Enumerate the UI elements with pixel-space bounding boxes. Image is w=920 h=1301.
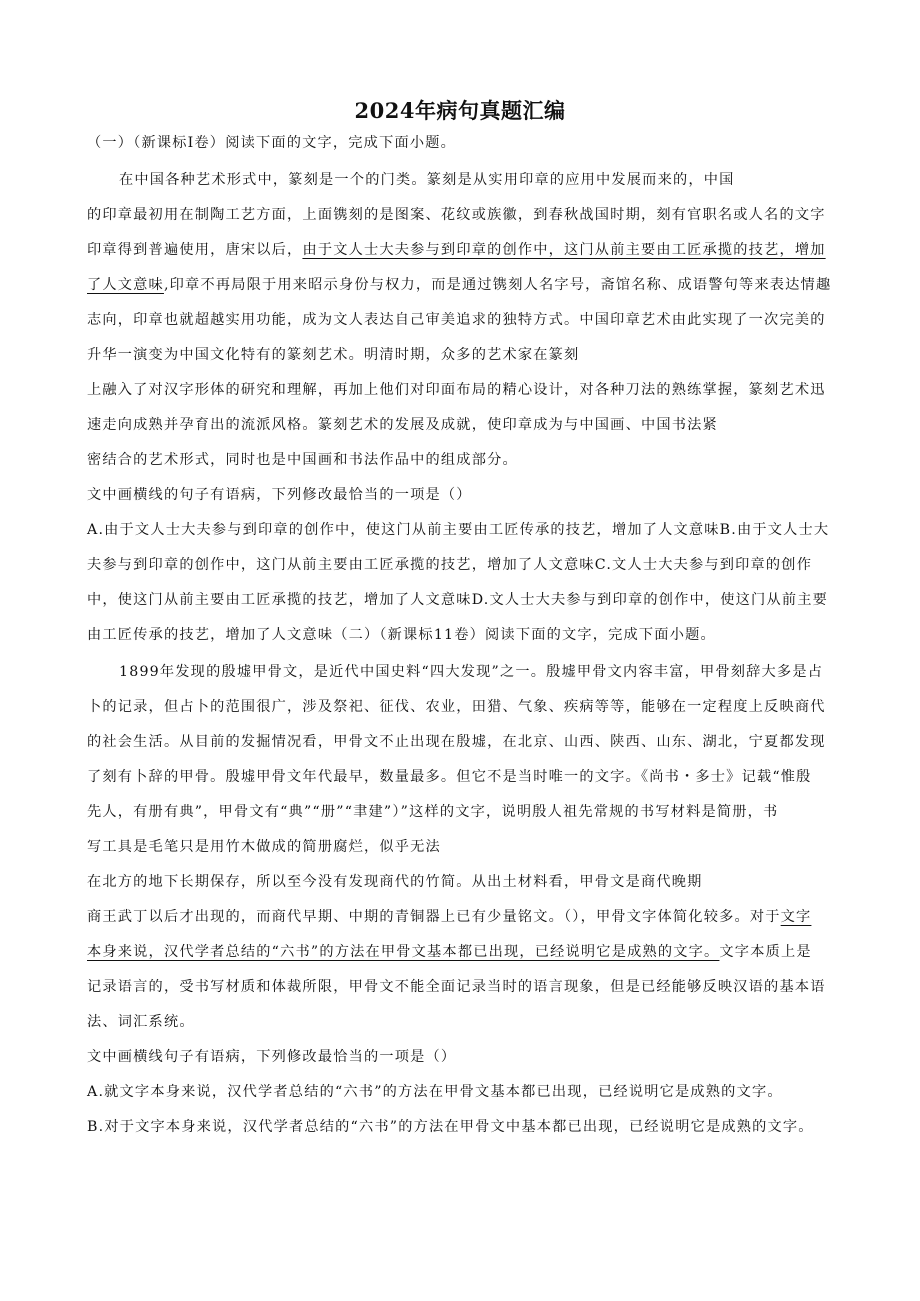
answer-options-line: 夫参与到印章的创作中，这门从前主要由工匠承揽的技艺，增加了人文意味C.文人士大夫参与到印章的创作 [87, 557, 813, 573]
document-title: 2024年病句真题汇编 [354, 98, 566, 123]
underlined-sentence: 文字 [780, 909, 812, 925]
answer-option-a: A.就文字本身来说，汉代学者总结的“六书”的方法在甲骨文基本都已出现，已经说明它是成熟的文字。 [87, 1084, 783, 1100]
paragraph-line [87, 240, 826, 260]
paragraph-line: 卜的记录，但占卜的范围很广，涉及祭祀、征伐、农业，田猎、气象、疾病等等，能够在一定程度上反映商代 [87, 699, 826, 715]
answer-options-line: 中，使这门从前主要由工匠承揽的技艺，增加了人文意味D.文人士大夫参与到印章的创作中，使这门从前主要 [87, 592, 828, 608]
question-prompt: 文中画横线句子有语病，下列修改最恰当的一项是（） [87, 1049, 457, 1065]
paragraph-line: 记录语言的，受书写材质和体裁所限，甲骨文不能全面记录当时的语言现象，但是已经能够反映汉语的基本语 [87, 979, 826, 995]
paragraph-line: 升华一演变为中国文化特有的篆刻艺术。明清时期，众多的艺术家在篆刻 [87, 347, 580, 363]
paragraph-line [87, 275, 831, 295]
answer-option-b: B.对于文字本身来说，汉代学者总结的“六书”的方法在甲骨文中基本都已出现，已经说明它是成熟的文字。 [87, 1119, 814, 1135]
underlined-sentence: 了人文意味 [87, 277, 164, 293]
paragraph-line: 法、词汇系统。 [87, 1014, 195, 1030]
paragraph-line [87, 907, 811, 927]
paragraph-line: 1899年发现的殷墟甲骨文，是近代中国史料“四大发现”之一。殷墟甲骨文内容丰富，甲骨刻辞大多是占 [119, 664, 824, 680]
answer-options-line: A.由于文人士大夫参与到印章的创作中，使这门从前主要由工匠传承的技艺，增加了人文意味B.由于文人士大 [87, 522, 830, 538]
plain-text: 文字本质上是 [719, 944, 812, 960]
plain-text: ,印章不再局限于用来昭示身份与权力，而是通过镌刻人名字号，斋馆名称、成语警句等来表达情趣 [163, 277, 832, 293]
plain-text: 印章得到普遍使用，唐宋以后， [87, 242, 303, 258]
underlined-sentence: 本身来说，汉代学者总结的“六书”的方法在甲骨文基本都已出现，已经说明它是成熟的文字。 [87, 944, 720, 960]
plain-text: 商王武丁以后才出现的，而商代早期、中期的青铜器上已有少量铭文。（），甲骨文字体简化较多。对于 [87, 909, 781, 925]
section-heading-one: （一）（新课标Ⅰ卷）阅读下面的文字，完成下面小题。 [87, 135, 457, 151]
paragraph-line [87, 942, 812, 962]
paragraph-line: 的社会生活。从目前的发掘情况看，甲骨文不止出现在殷墟，在北京、山西、陕西、山东、湖北，宁夏都发现 [87, 734, 826, 750]
paragraph-line: 在北方的地下长期保存，所以至今没有发现商代的竹简。从出土材料看，甲骨文是商代晚期 [87, 874, 703, 890]
paragraph-line: 了刻有卜辞的甲骨。殷墟甲骨文年代最早，数量最多。但它不是当时唯一的文字。《尚书・多士》记载“惟殷 [87, 769, 812, 785]
paragraph-line: 密结合的艺术形式，同时也是中国画和书法作品中的组成部分。 [87, 452, 518, 468]
underlined-sentence: 由于文人士大夫参与到印章的创作中，这门从前主要由工匠承揽的技艺，增加 [302, 242, 826, 258]
question-prompt: 文中画横线的句子有语病，下列修改最恰当的一项是（） [87, 487, 472, 503]
paragraph-line: 先人，有册有典”，甲骨文有“典”“册”“聿建”）”这样的文字，说明殷人祖先常规的书写材料是简册，书 [87, 804, 779, 820]
paragraph-line: 的印章最初用在制陶工艺方面，上面镌刻的是图案、花纹或族徽，到春秋战国时期，刻有官职名或人名的文字 [87, 207, 826, 223]
paragraph-line: 志向，印章也就超越实用功能，成为文人表达自己审美追求的独特方式。中国印章艺术由此实现了一次完美的 [87, 312, 826, 328]
paragraph-line: 在中国各种艺术形式中，篆刻是一个的门类。篆刻是从实用印章的应用中发展而来的，中国 [119, 172, 735, 188]
paragraph-line: 速走向成熟并孕育出的流派风格。篆刻艺术的发展及成就，使印章成为与中国画、中国书法紧 [87, 417, 718, 433]
paragraph-line: 写工具是毛笔只是用竹木做成的简册腐烂，似乎无法 [87, 839, 441, 855]
paragraph-line: 上融入了对汉字形体的研究和理解，再加上他们对印面布局的精心设计，对各种刀法的熟练掌握，篆刻艺术迅 [87, 382, 826, 398]
answer-options-line: 由工匠传承的技艺，增加了人文意味（二）（新课标11卷）阅读下面的文字，完成下面小题。 [87, 627, 716, 643]
